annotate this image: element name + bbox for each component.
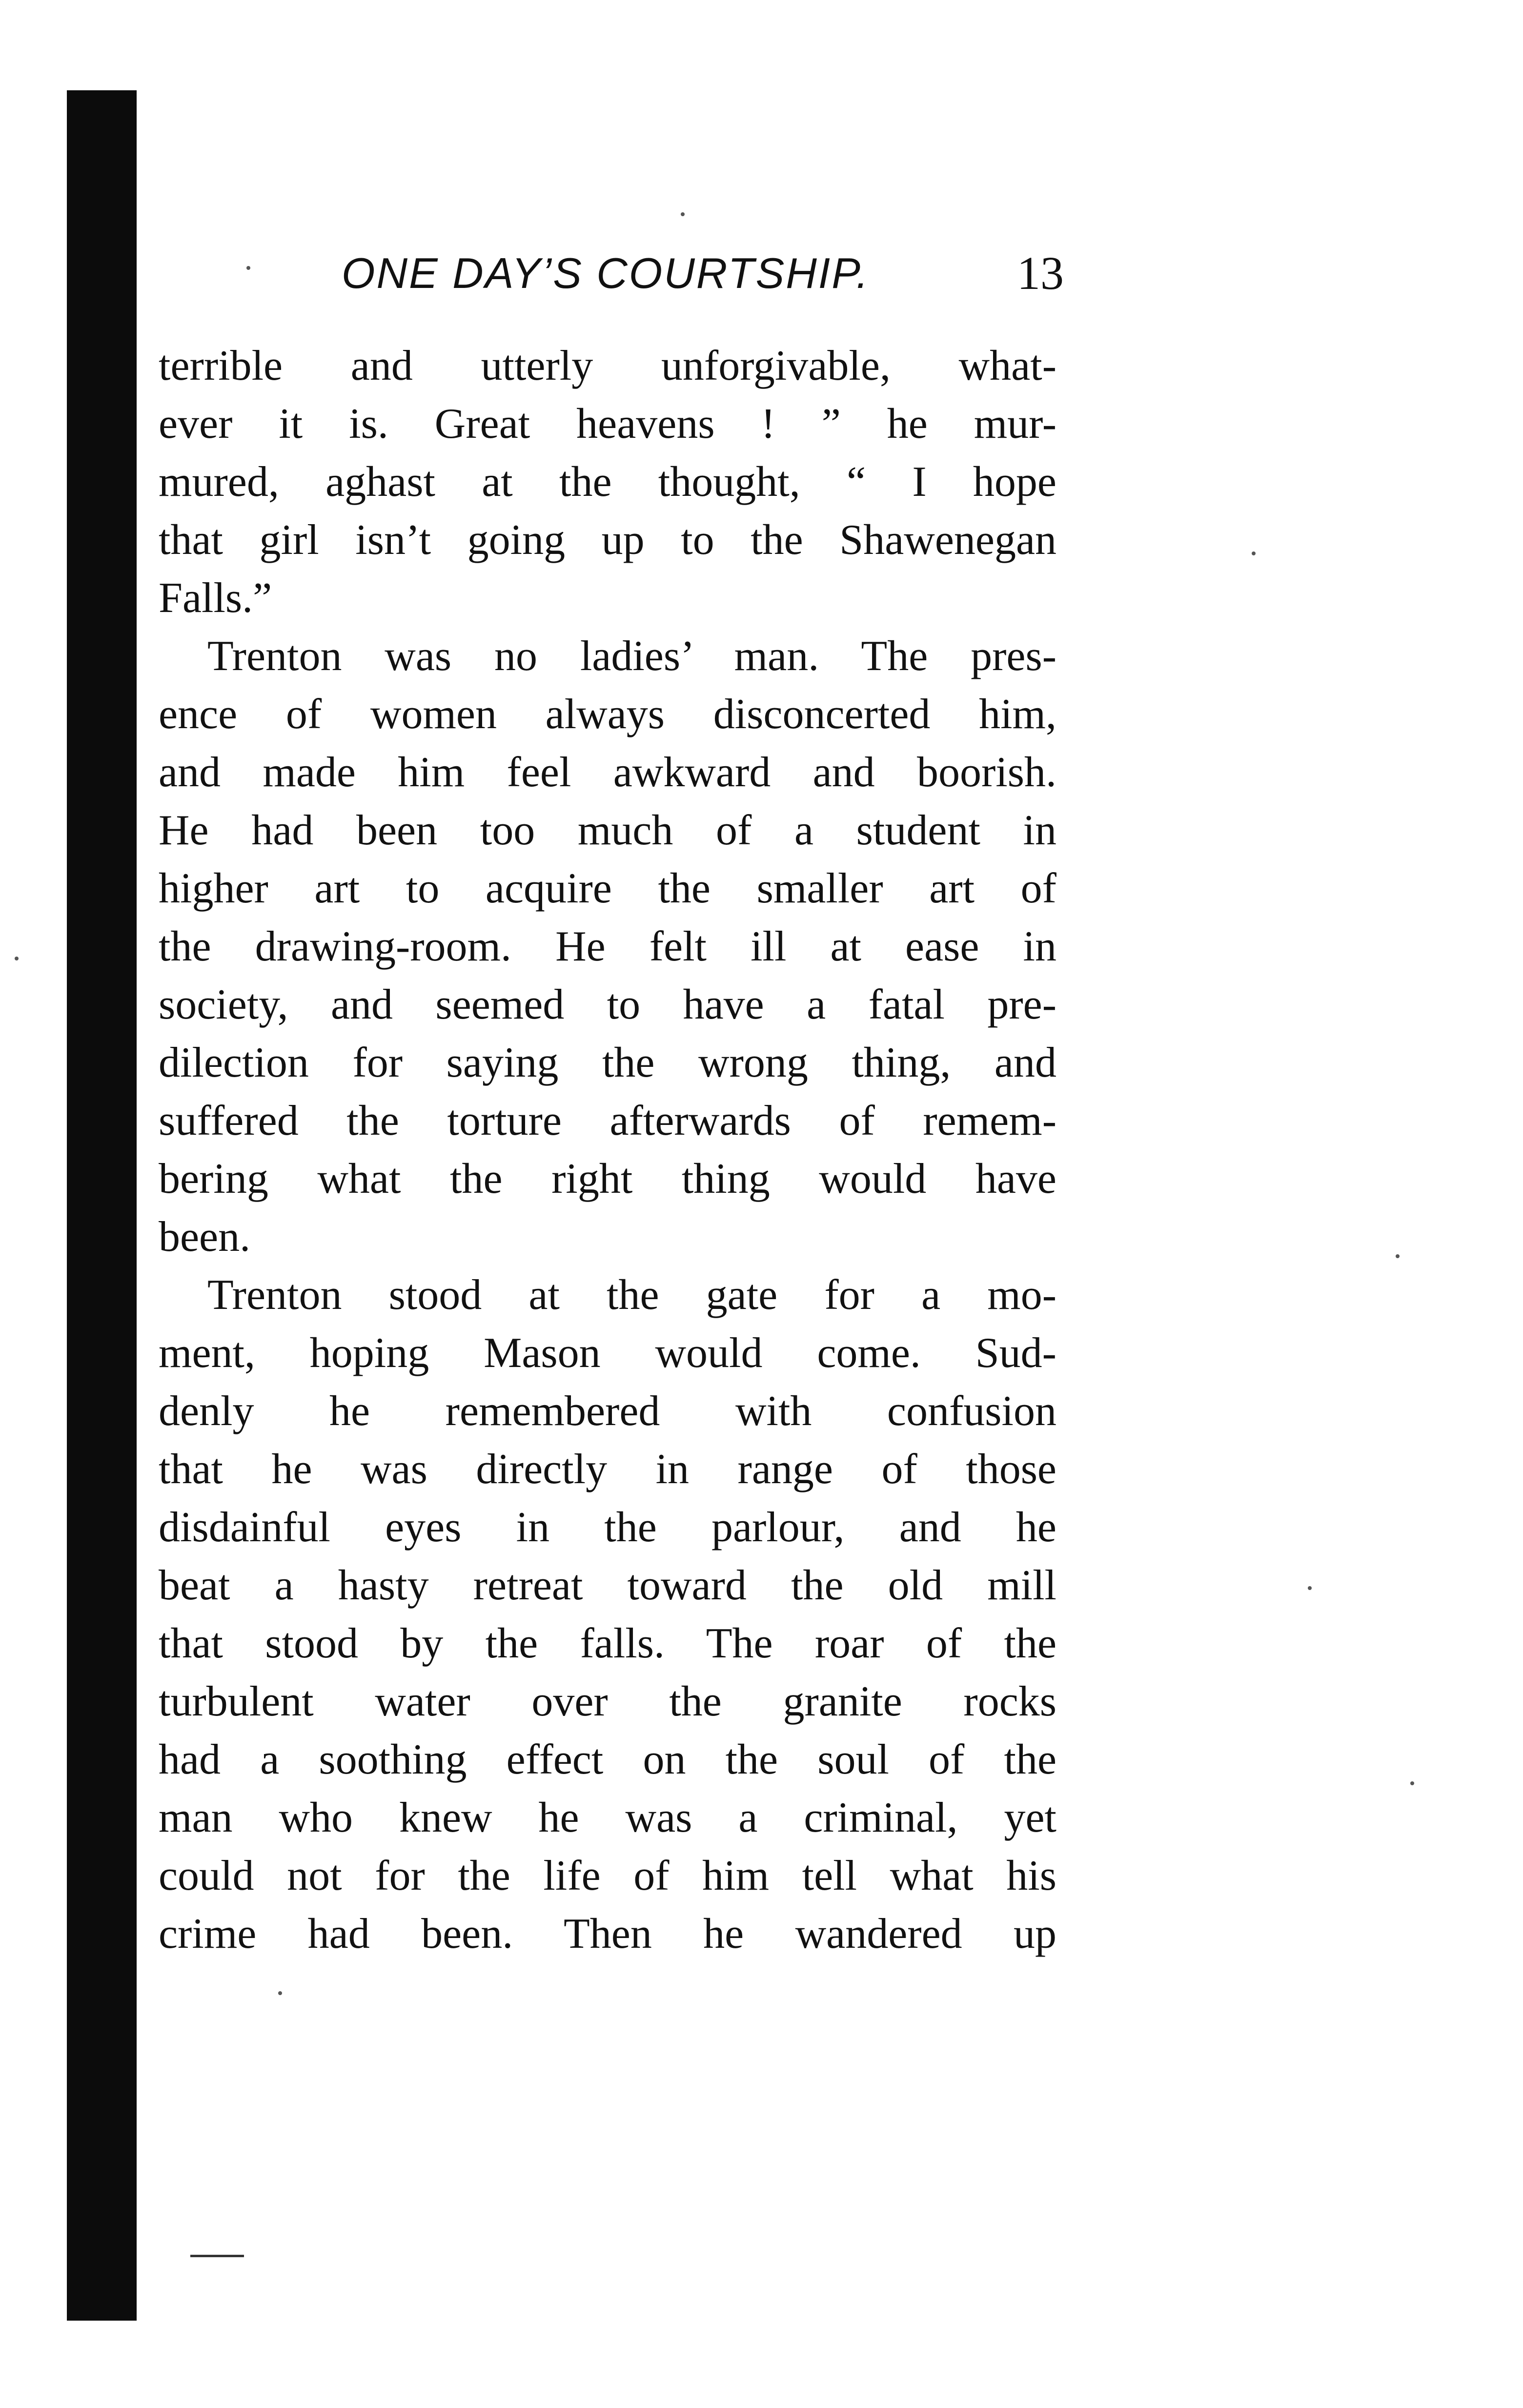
binding-shadow xyxy=(67,90,137,2321)
text-line: society, and seemed to have a fatal pre- xyxy=(159,981,1056,1028)
paragraph xyxy=(159,627,1056,1266)
text-line: been. xyxy=(159,1213,251,1261)
text-line: and made him feel awkward and boorish. xyxy=(159,749,1056,796)
text-line: Trenton was no ladies’ man. The pres- xyxy=(207,633,1056,680)
scan-speck xyxy=(246,266,250,270)
text-line: disdainful eyes in the parlour, and he xyxy=(159,1504,1056,1551)
scan-speck xyxy=(681,212,685,216)
text-line: beat a hasty retreat toward the old mill xyxy=(159,1562,1056,1609)
scan-speck xyxy=(15,957,19,960)
text-line: ment, hoping Mason would come. Sud- xyxy=(159,1329,1056,1377)
text-line: denly he remembered with confusion xyxy=(159,1388,1056,1435)
text-line: suffered the torture afterwards of remem- xyxy=(159,1097,1056,1144)
text-line: crime had been. Then he wandered up xyxy=(159,1910,1056,1958)
text-line: could not for the life of him tell what his xyxy=(159,1852,1056,1899)
text-line: He had been too much of a student in xyxy=(159,807,1056,854)
text-line: that stood by the falls. The roar of the xyxy=(159,1620,1056,1667)
text-line: had a soothing effect on the soul of the xyxy=(159,1736,1056,1783)
scan-speck xyxy=(1308,1586,1312,1590)
text-line: higher art to acquire the smaller art of xyxy=(159,865,1056,912)
text-line: bering what the right thing would have xyxy=(159,1155,1056,1203)
scan-speck xyxy=(1252,551,1256,555)
body-text xyxy=(159,337,1056,1963)
text-line: dilection for saying the wrong thing, and xyxy=(159,1039,1056,1086)
running-title: ONE DAY’S COURTSHIP. xyxy=(342,249,870,297)
text-line: mured, aghast at the thought, “ I hope xyxy=(159,458,1056,506)
scan-speck xyxy=(1396,1254,1400,1258)
text-line: ence of women always disconcerted him, xyxy=(159,691,1056,738)
page-number: 13 xyxy=(1017,247,1064,299)
text-line: Falls.” xyxy=(159,574,272,622)
text-line: ever it is. Great heavens ! ” he mur- xyxy=(159,400,1056,448)
scan-speck xyxy=(278,1991,282,1995)
scan-speck xyxy=(1410,1781,1414,1785)
paragraph xyxy=(159,337,1056,627)
paragraph xyxy=(159,1266,1056,1963)
text-line: that he was directly in range of those xyxy=(159,1446,1056,1493)
scan-dash xyxy=(190,2255,244,2257)
text-line: the drawing-room. He felt ill at ease in xyxy=(159,923,1056,970)
text-line: man who knew he was a criminal, yet xyxy=(159,1794,1056,1841)
text-line: turbulent water over the granite rocks xyxy=(159,1678,1056,1725)
text-line: that girl isn’t going up to the Shawenegan xyxy=(159,516,1056,564)
text-line: Trenton stood at the gate for a mo- xyxy=(207,1271,1056,1319)
page-header xyxy=(342,246,1064,310)
text-line: terrible and utterly unforgivable, what- xyxy=(159,342,1056,389)
